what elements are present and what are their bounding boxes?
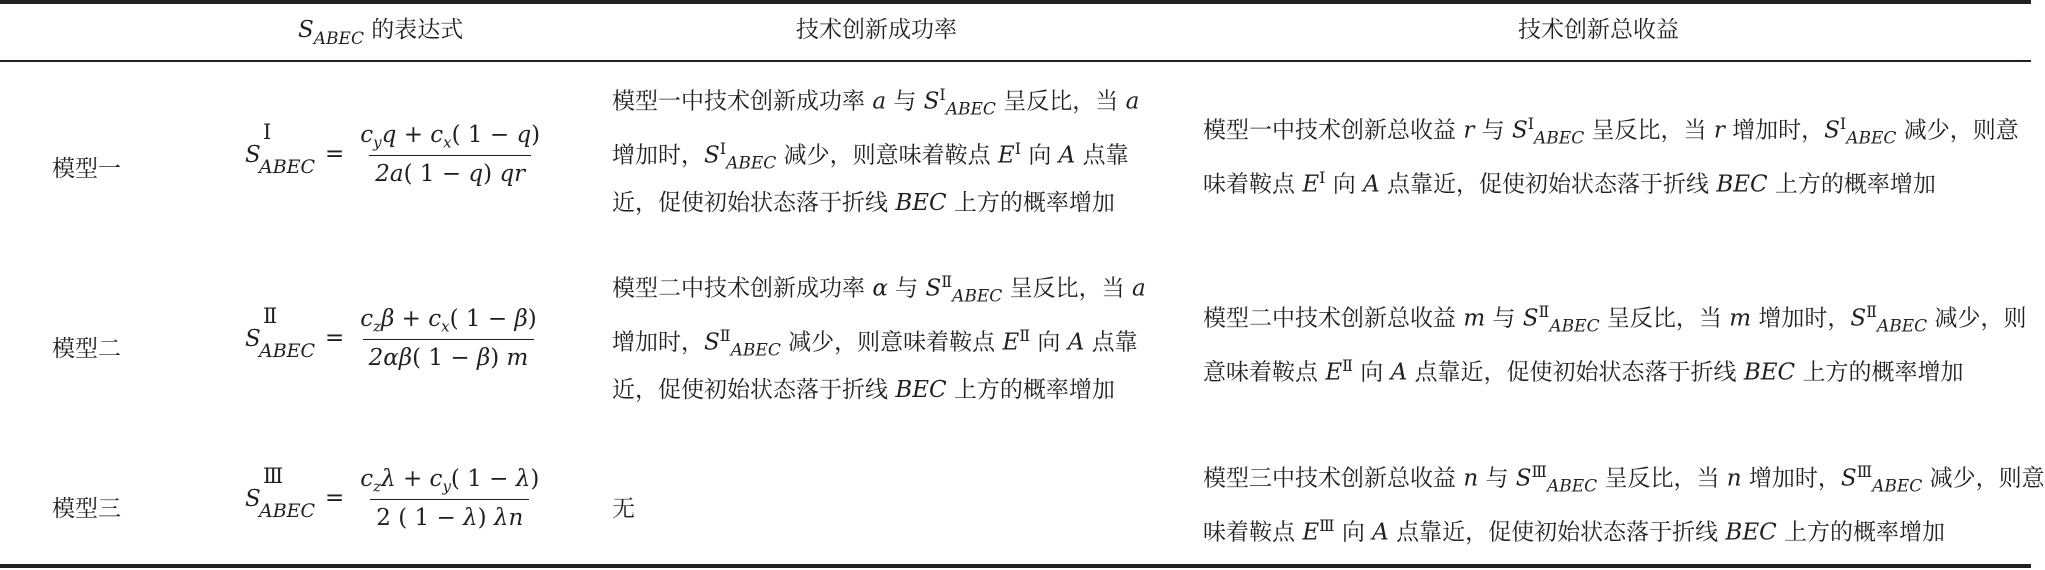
table-top-rule <box>0 0 2031 4</box>
header-expression: $S_{ABEC}$ 的表达式 <box>298 17 464 49</box>
total-revenue-model-1: 模型一中技术创新总收益 r 与 $S^Ⅰ_{ABEC}$ 呈反比，当 r 增加时，$S^Ⅰ_{ABEC}$ 减少，则意 味着鞍点 $E^Ⅰ$ 向 A 点靠近，促使初始状态落于折线 BEC 上方的概率增加 <box>1203 114 2019 198</box>
row-label-model-3: 模型三 <box>52 496 121 522</box>
header-rule <box>0 60 2031 62</box>
formula-model-1: S Ⅰ ABEC = $\frac{c_yq + c_x( 1 - q)}{2a( 1 - q) qr}$ <box>245 120 541 187</box>
success-rate-model-1: 模型一中技术创新成功率 a 与 $S^Ⅰ_{ABEC}$ 呈反比，当 a 增加时，$S^Ⅰ_{ABEC}$ 减少，则意味着鞍点 $E^Ⅰ$ 向 A 点靠 近，促使初始状态落于折线 BEC 上方的概率增加 <box>612 85 1140 216</box>
header-success-rate: 技术创新成功率 <box>796 17 957 43</box>
table-bottom-rule <box>0 564 2031 568</box>
row-label-model-2: 模型二 <box>52 336 121 362</box>
total-revenue-model-3: 模型三中技术创新总收益 n 与 $S^Ⅲ_{ABEC}$ 呈反比，当 n 增加时，$S^Ⅲ_{ABEC}$ 减少，则意 味着鞍点 $E^Ⅲ$ 向 A 点靠近，促使初始状态落于折线 BEC 上方的概率增加 <box>1203 462 2045 546</box>
formula-model-3: S Ⅲ ABEC = $\frac{c_z\lambda + c_y( 1 - \lambda)}{2 ( 1 - \lambda) \lambda n}$ <box>245 464 540 531</box>
row-label-model-1: 模型一 <box>52 156 121 182</box>
formula-model-2: S Ⅱ ABEC = $\frac{c_z\beta + c_x( 1 - \beta)}{2\alpha\beta( 1 - \beta) m}$ <box>245 304 537 371</box>
success-rate-model-3: 无 <box>612 496 635 522</box>
header-total-revenue: 技术创新总收益 <box>1518 17 1679 43</box>
total-revenue-model-2: 模型二中技术创新总收益 m 与 $S^Ⅱ_{ABEC}$ 呈反比，当 m 增加时，$S^Ⅱ_{ABEC}$ 减少，则 意味着鞍点 $E^Ⅱ$ 向 A 点靠近，促使初始状态落于折线 BEC 上方的概率增加 <box>1203 302 2027 386</box>
success-rate-model-2: 模型二中技术创新成功率 α 与 $S^Ⅱ_{ABEC}$ 呈反比，当 a 增加时，$S^Ⅱ_{ABEC}$ 减少，则意味着鞍点 $E^Ⅱ$ 向 A 点靠 近，促使初始状态落于折线 BEC 上方的概率增加 <box>612 272 1146 403</box>
